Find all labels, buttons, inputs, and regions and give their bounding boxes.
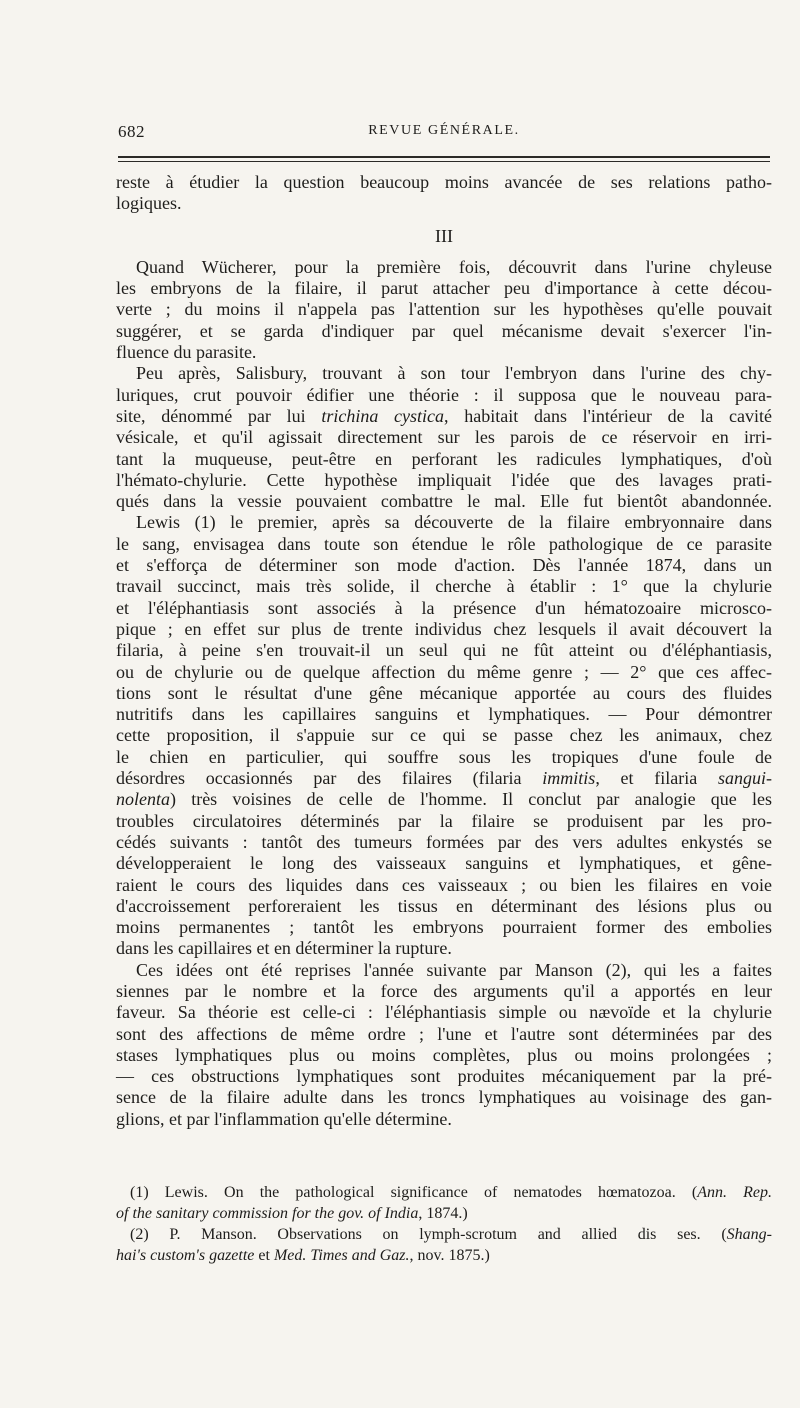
text-line: stases lymphatiques plus ou moins complètes, plus ou moins prolongées ; [116,1044,772,1065]
text-line: cédés suivants : tantôt des tumeurs formées par des vers adultes enkystés se [116,831,772,852]
text-line: pique ; en effet sur plus de trente individus chez lesquels il avait découvert la [116,618,772,639]
text-line: les embryons de la filaire, il parut attacher peu d'importance à cette décou- [116,278,772,299]
text-line: troubles circulatoires déterminés par la filaire se produisent par les pro- [116,810,772,831]
paragraph [116,363,772,512]
section-heading: III [435,225,453,246]
text-line: tions sont le résultat d'une gêne mécanique apportée au cours des fluides [116,682,772,703]
text-line: et s'efforça de déterminer son mode d'action. Dès l'année 1874, dans un [116,555,772,576]
text-line: et l'éléphantiasis sont associés à la présence d'un hématozoaire microsco- [116,597,772,618]
text-line: tant la muqueuse, peut-être en perforant les radicules lymphatiques, d'où [116,448,772,469]
running-head [118,122,770,146]
text-line: siennes par le nombre et la force des arguments qu'il a apportés en leur [116,980,772,1001]
text-line: glions, et par l'inflammation qu'elle détermine. [116,1108,452,1129]
journal-title: REVUE GÉNÉRALE. [368,123,520,138]
footnote-line: (1) Lewis. On the pathological significance of nematodes hœmatozoa. (Ann. Rep. [130,1184,772,1201]
header-rule-thin [118,161,770,162]
text-line: Lewis (1) le premier, après sa découverte de la filaire embryonnaire dans [136,512,772,533]
text-line: sont des affections de même ordre ; l'une et l'autre sont déterminées par des [116,1023,772,1044]
text-line: développeraient le long des vaisseaux sanguins et lymphatiques, et gêne- [116,853,772,874]
paragraph [116,960,772,1130]
text-line: travail succinct, mais très solide, il cherche à établir : 1° que la chylurie [116,576,772,597]
body-text [116,172,772,1130]
text-line: fluence du parasite. [116,342,257,363]
text-line: d'accroissement perforeraient les tissus en déterminant des lésions plus ou [116,895,772,916]
text-line: vésicale, et qu'il agissait directement sur les parois de ce réservoir en irri- [116,427,772,448]
text-line: le sang, envisagea dans toute son étendue le rôle pathologique de ce parasite [116,533,772,554]
footnote-line: hai's custom's gazette et Med. Times and Gaz., nov. 1875.) [116,1247,490,1264]
footnote-line: of the sanitary commission for the gov. of India, 1874.) [116,1205,468,1222]
text-line: désordres occasionnés par des filaires (filaria immitis, et filaria sangui- [116,768,772,789]
text-line: raient le cours des liquides dans ces vaisseaux ; ou bien les filaires en voie [116,874,772,895]
text-line: suggérer, et se garda d'indiquer par quel mécanisme devait s'exercer l'in- [116,320,772,341]
text-line: cette proposition, il s'appuie sur ce qui se passe chez les animaux, chez [116,725,772,746]
text-line: nutritifs dans les capillaires sanguins et lymphatiques. — Pour démontrer [116,704,772,725]
text-line: logiques. [116,193,182,214]
header-rule-thick [118,156,770,158]
text-line: moins permanentes ; tantôt les embryons pourraient former des embolies [116,917,772,938]
text-line: filaria, à peine s'en trouvait-il un seul qui ne fût atteint ou d'éléphantiasis, [116,640,772,661]
text-line: luriques, crut pouvoir édifier une théorie : il supposa que le nouveau para- [116,384,772,405]
footnote [116,1224,772,1266]
text-line: dans les capillaires et en déterminer la rupture. [116,938,452,959]
paragraph [116,257,772,363]
footnotes [116,1182,772,1266]
text-line: le chien en particulier, qui souffre sous les tropiques d'une foule de [116,746,772,767]
text-line: sence de la filaire adulte dans les troncs lymphatiques au voisinage des gan- [116,1087,772,1108]
text-line: qués dans la vessie pouvaient combattre le mal. Elle fut bientôt abandonnée. [116,491,772,512]
page-number: 682 [118,122,145,141]
text-line: ou de chylurie ou de quelque affection du même genre ; — 2° que ces affec- [116,661,772,682]
text-line: Peu après, Salisbury, trouvant à son tour l'embryon dans l'urine des chy- [136,363,772,384]
text-line: nolenta) très voisines de celle de l'homme. Il conclut par analogie que les [116,789,772,810]
text-line: Ces idées ont été reprises l'année suivante par Manson (2), qui les a faites [136,959,772,980]
footnote [116,1182,772,1224]
paragraph [116,512,772,959]
text-line: l'hémato-chylurie. Cette hypothèse impliquait l'idée que des lavages prati- [116,469,772,490]
text-line: Quand Wücherer, pour la première fois, découvrit dans l'urine chyleuse [136,256,772,277]
text-line: site, dénommé par lui trichina cystica, habitait dans l'intérieur de la cavité [116,405,772,426]
footnote-line: (2) P. Manson. Observations on lymph-scrotum and allied dis ses. (Shang- [130,1226,772,1243]
text-line: — ces obstructions lymphatiques sont produites mécaniquement par la pré- [116,1066,772,1087]
text-line: reste à étudier la question beaucoup moins avancée de ses relations patho- [116,172,772,192]
text-line: verte ; du moins il n'appela pas l'attention sur les hypothèses qu'elle pouvait [116,299,772,320]
text-line: faveur. Sa théorie est celle-ci : l'éléphantiasis simple ou nævoïde et la chylurie [116,1002,772,1023]
